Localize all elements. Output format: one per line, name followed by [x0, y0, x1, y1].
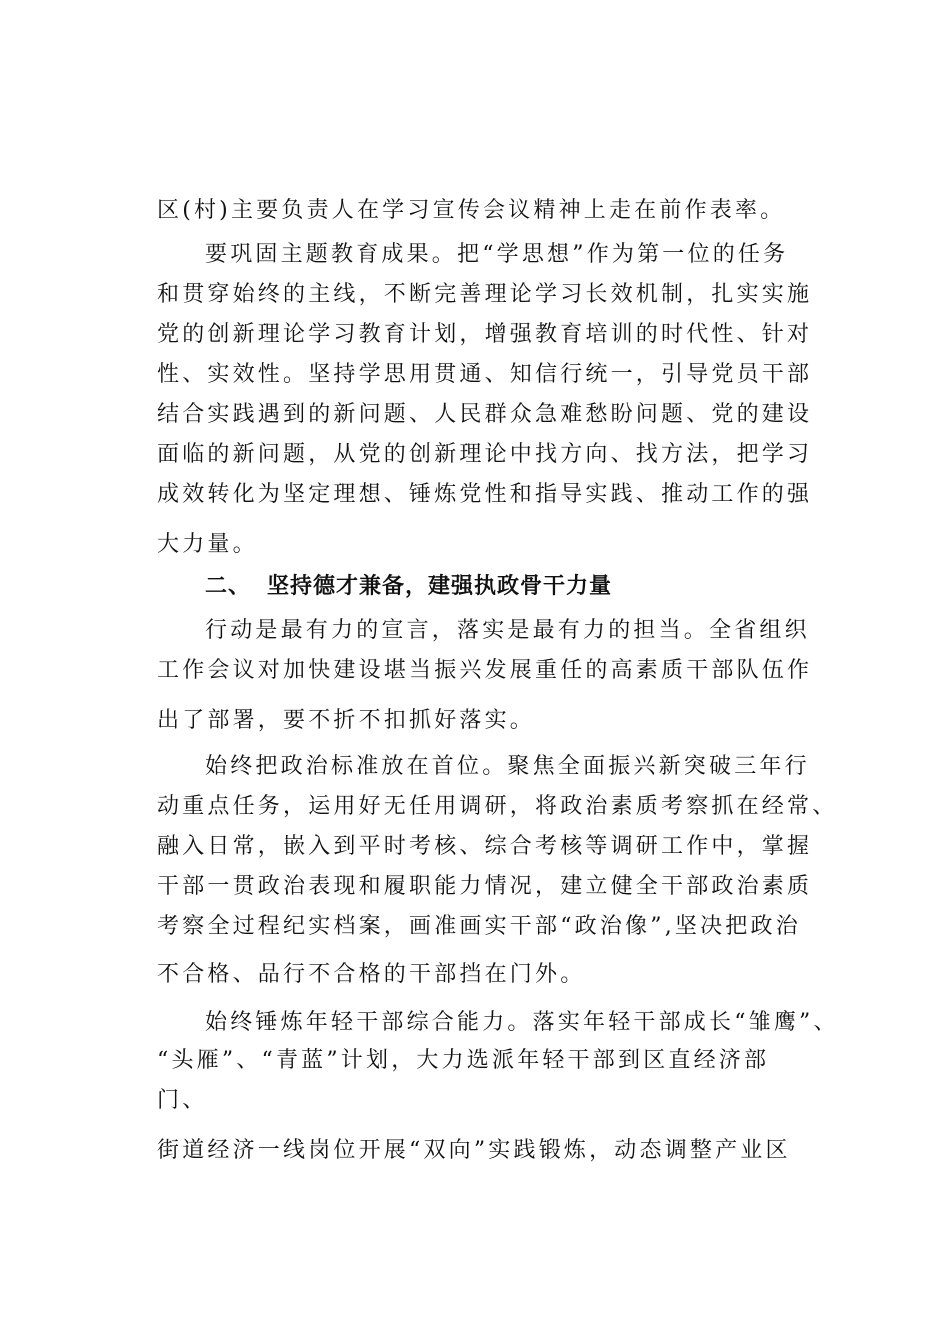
paragraph-line: 结合实践遇到的新问题、人民群众急难愁盼问题、党的建设	[157, 402, 813, 427]
paragraph-line: 区(村)主要负责人在学习宣传会议精神上走在前作表率。	[157, 198, 786, 223]
paragraph-line: 工作会议对加快建设堪当振兴发展重任的高素质干部队伍作	[157, 658, 813, 683]
paragraph-line: 行动是最有力的宣言，落实是最有力的担当。全省组织	[205, 618, 810, 643]
section-title: 坚持德才兼备，建强执政骨干力量	[267, 574, 613, 599]
paragraph-line: “头雁”、“青蓝”计划，大力选派年轻干部到区直经济部	[157, 1048, 770, 1073]
paragraph-line: 和贯穿始终的主线，不断完善理论学习长效机制，扎实实施	[157, 282, 813, 307]
paragraph-line: 性、实效性。坚持学思用贯通、知信行统一，引导党员干部	[157, 362, 813, 387]
paragraph-line: 党的创新理论学习教育计划，增强教育培训的时代性、针对	[157, 322, 813, 347]
paragraph-line: 面临的新问题，从党的创新理论中找方向、找方法，把学习	[157, 442, 813, 467]
paragraph-line: 门、	[157, 1088, 208, 1113]
paragraph-line: 成效转化为坚定理想、锤炼党性和指导实践、推动工作的强	[157, 482, 813, 507]
paragraph-line: 大力量。	[157, 532, 258, 557]
paragraph-line: 干部一贯政治表现和履职能力情况，建立健全干部政治素质	[157, 874, 813, 899]
paragraph-line: 始终把政治标准放在首位。聚焦全面振兴新突破三年行	[205, 754, 810, 779]
paragraph-line: 出了部署，要不折不扣抓好落实。	[157, 708, 536, 733]
paragraph-line: 动重点任务，运用好无任用调研，将政治素质考察抓在经常、	[157, 794, 838, 819]
section-heading	[205, 572, 612, 602]
paragraph-line: 融入日常，嵌入到平时考核、综合考核等调研工作中，掌握	[157, 834, 813, 859]
paragraph-line: 不合格、品行不合格的干部挡在门外。	[157, 962, 586, 987]
paragraph-line: 要巩固主题教育成果。把“学思想”作为第一位的任务	[205, 242, 789, 267]
paragraph-line: 考察全过程纪实档案，画准画实干部“政治像”,坚决把政治	[157, 914, 801, 939]
paragraph-line: 始终锤炼年轻干部综合能力。落实年轻干部成长“雏鹰”、	[205, 1010, 839, 1035]
paragraph-line: 街道经济一线岗位开展“双向”实践锻炼，动态调整产业区	[157, 1138, 791, 1163]
section-number: 二、	[205, 574, 252, 599]
